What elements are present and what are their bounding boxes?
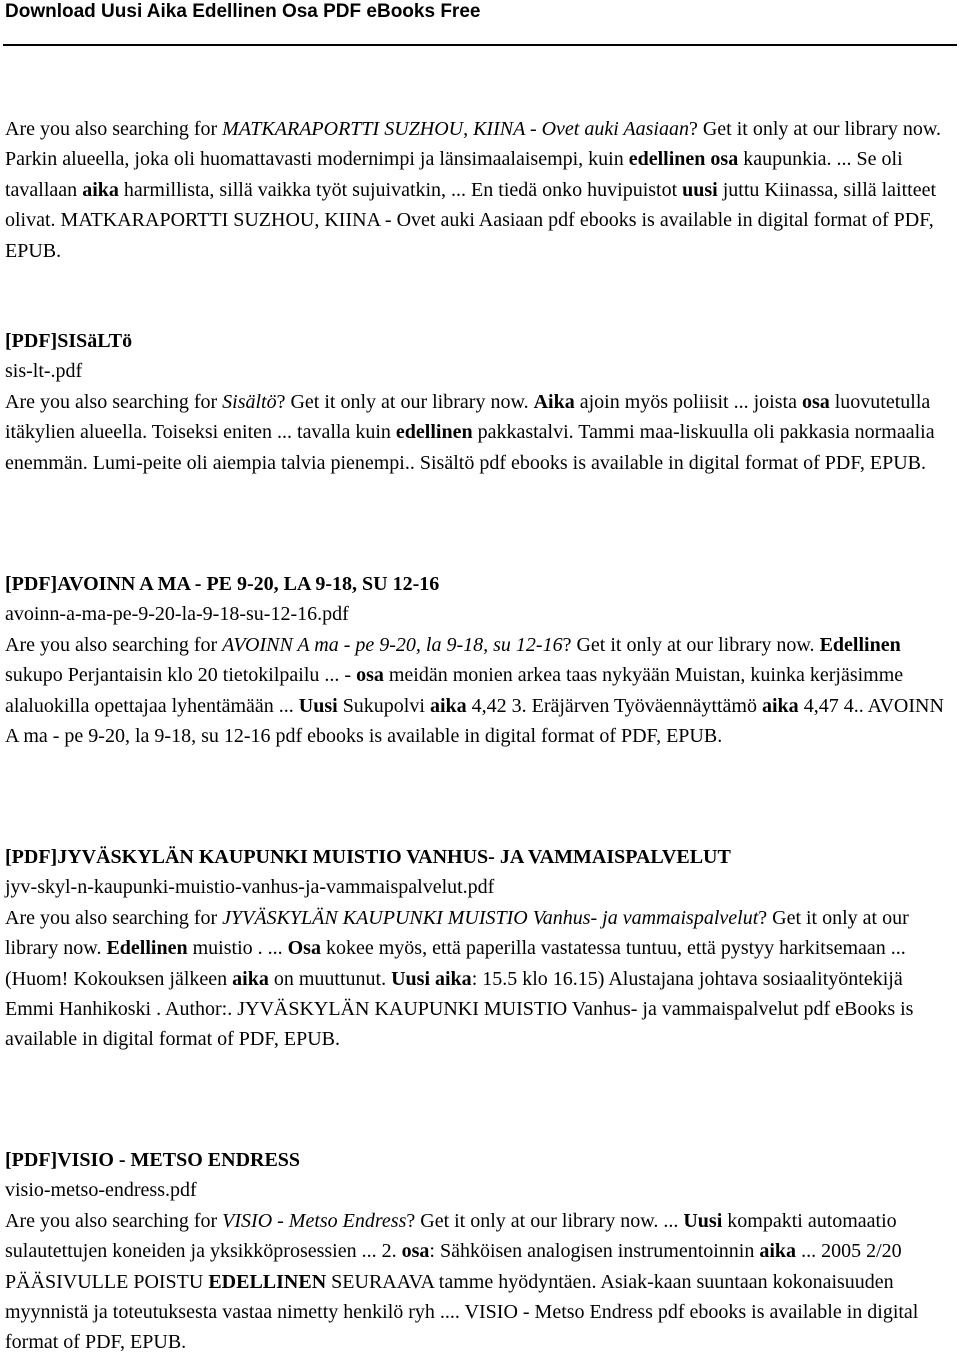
entry-title[interactable]: [PDF]SISäLTö [5, 330, 133, 352]
keyword-highlight: Uusi aika [391, 967, 472, 990]
entry-text: Are you also searching for [5, 390, 223, 413]
ebook-entry [5, 842, 955, 1055]
keyword-highlight: edellinen [395, 421, 473, 444]
keyword-highlight: Uusi [298, 694, 338, 717]
entry-text: 4,42 3. Eräjärven Työväennäyttämö [466, 694, 762, 717]
entry-text: ajoin myös poliisit ... joista [574, 390, 802, 413]
entry-text: ? Get it only at our library now. [276, 390, 534, 413]
entry-text: muistio . ... [187, 937, 288, 960]
keyword-highlight: aika [759, 1240, 797, 1263]
entry-text: on muuttunut. [268, 967, 392, 990]
entry-text: ... 2005 2/20 PÄÄSIVULLE POISTU [5, 1240, 902, 1293]
entry-description [5, 903, 955, 1055]
intro-paragraph [5, 114, 955, 266]
ebook-entry [5, 326, 955, 478]
keyword-highlight: Uusi [683, 1209, 723, 1232]
entry-text: ? Get it only at our library now. ... [406, 1209, 684, 1232]
entry-text: ? Get it only at our library now. [562, 633, 820, 656]
entry-filename: sis-lt-.pdf [5, 360, 83, 383]
page-header [0, 0, 960, 46]
ebook-entry [5, 1145, 955, 1358]
entry-text: SEURAAVA tamme hyödyntäen. Asiak-kaan suuntaan kokonaisuuden myynnistä ja toteutuksesta vastaa nimetty henkilö ryh .... VISIO - Metso Endress pdf ebooks is available in digital format of PDF, EPUB. [5, 1270, 919, 1354]
entry-text: : 15.5 klo 16.15) Alustajana johtava sosiaalityöntekijä Emmi Hanhikoski . Author:. JYVÄSKYLÄN KAUPUNKI MUISTIO Vanhus- ja vammaispalvelut pdf eBooks is available in digital format of PDF, EPUB. [5, 967, 914, 1051]
page-title: Download Uusi Aika Edellinen Osa PDF eBooks Free [5, 1, 481, 22]
header-divider [3, 44, 957, 46]
entry-text: pakkastalvi. Tammi maa-liskuulla oli pakkasia normaalia enemmän. Lumi-peite oli aiempia talvia pienempi.. Sisältö pdf ebooks is available in digital format of PDF, EPUB. [5, 421, 935, 474]
intro-search-term: MATKARAPORTTI SUZHOU, KIINA - Ovet auki Aasiaan [222, 118, 689, 140]
intro-text: ? Get it only at our library now. Parkin alueella, joka oli huomattavasti modernimpi ja länsimaalaisempi, kuin [5, 118, 941, 171]
keyword-highlight: uusi [682, 178, 718, 201]
entry-text: kokee myös, että paperilla vastatessa tuntuu, että pystyy harkitsemaan ... (Huom! Kokouksen jälkeen [5, 937, 906, 990]
keyword-highlight: Osa [287, 937, 321, 960]
keyword-highlight: osa [401, 1240, 430, 1263]
entry-search-term: VISIO - Metso Endress [222, 1209, 407, 1232]
keyword-highlight: Edellinen [819, 633, 901, 656]
entry-text: Sukupolvi [337, 694, 430, 717]
keyword-highlight: osa [356, 664, 384, 687]
entry-search-term: Sisältö [222, 390, 277, 413]
keyword-highlight: aika [762, 694, 799, 717]
entry-title[interactable]: [PDF]AVOINN A MA - PE 9-20, LA 9-18, SU 12-16 [5, 573, 440, 595]
keyword-highlight: osa [801, 390, 830, 413]
entry-text: meidän monien arkea taas nykyään Muistan, kuinka kerjäsimme alaluokilla opettajaa lyhentämään ... [5, 664, 904, 717]
entry-text: : Sähköisen analogisen instrumentoinnin [429, 1240, 760, 1263]
intro-text: Are you also searching for [5, 118, 223, 140]
entry-text: Are you also searching for [5, 906, 223, 929]
keyword-highlight: aika [232, 967, 269, 990]
entry-filename: jyv-skyl-n-kaupunki-muistio-vanhus-ja-vammaispalvelut.pdf [5, 876, 495, 899]
intro-section [5, 114, 955, 266]
intro-text: harmillista, sillä vaikka työt sujuivatkin, ... En tiedä onko huvipuistot [118, 178, 683, 201]
entry-description [5, 387, 955, 478]
entry-title[interactable]: [PDF]VISIO - METSO ENDRESS [5, 1149, 301, 1171]
entry-text: 4,47 4.. AVOINN A ma - pe 9-20, la 9-18, su 12-16 pdf ebooks is available in digital format of PDF, EPUB. [5, 694, 944, 748]
intro-text: kaupunkia. ... Se oli tavallaan [5, 148, 903, 201]
entry-text: Are you also searching for [5, 1209, 223, 1232]
entry-description [5, 630, 955, 752]
keyword-highlight: aika [82, 178, 119, 201]
keyword-highlight: aika [429, 694, 467, 717]
keyword-highlight: edellinen osa [628, 148, 739, 171]
entry-text: luovutetulla itäkylien alueella. Toiseksi eniten ... tavalla kuin [5, 390, 931, 444]
ebook-entry [5, 569, 955, 751]
entry-text: sukupo Perjantaisin klo 20 tietokilpailu ... - [5, 664, 357, 687]
entry-search-term: JYVÄSKYLÄN KAUPUNKI MUISTIO Vanhus- ja vammaispalvelut [222, 906, 759, 929]
entry-title[interactable]: [PDF]JYVÄSKYLÄN KAUPUNKI MUISTIO VANHUS- JA VAMMAISPALVELUT [5, 846, 731, 868]
entry-filename: avoinn-a-ma-pe-9-20-la-9-18-su-12-16.pdf [5, 603, 349, 626]
keyword-highlight: Aika [533, 390, 575, 413]
entry-filename: visio-metso-endress.pdf [5, 1179, 197, 1202]
entry-search-term: AVOINN A ma - pe 9-20, la 9-18, su 12-16 [222, 633, 563, 656]
keyword-highlight: Edellinen [106, 937, 188, 960]
entry-description [5, 1206, 955, 1358]
intro-text: juttu Kiinassa, sillä laitteet olivat. MATKARAPORTTI SUZHOU, KIINA - Ovet auki Aasiaan pdf ebooks is available in digital format of PDF, EPUB. [5, 178, 937, 262]
entry-text: kompakti automaatio sulautettujen koneiden ja yksikköprosessien ... 2. [5, 1209, 897, 1263]
entry-text: ? Get it only at our library now. [5, 906, 909, 960]
entry-text: Are you also searching for [5, 633, 223, 656]
keyword-highlight: EDELLINEN [208, 1270, 327, 1293]
